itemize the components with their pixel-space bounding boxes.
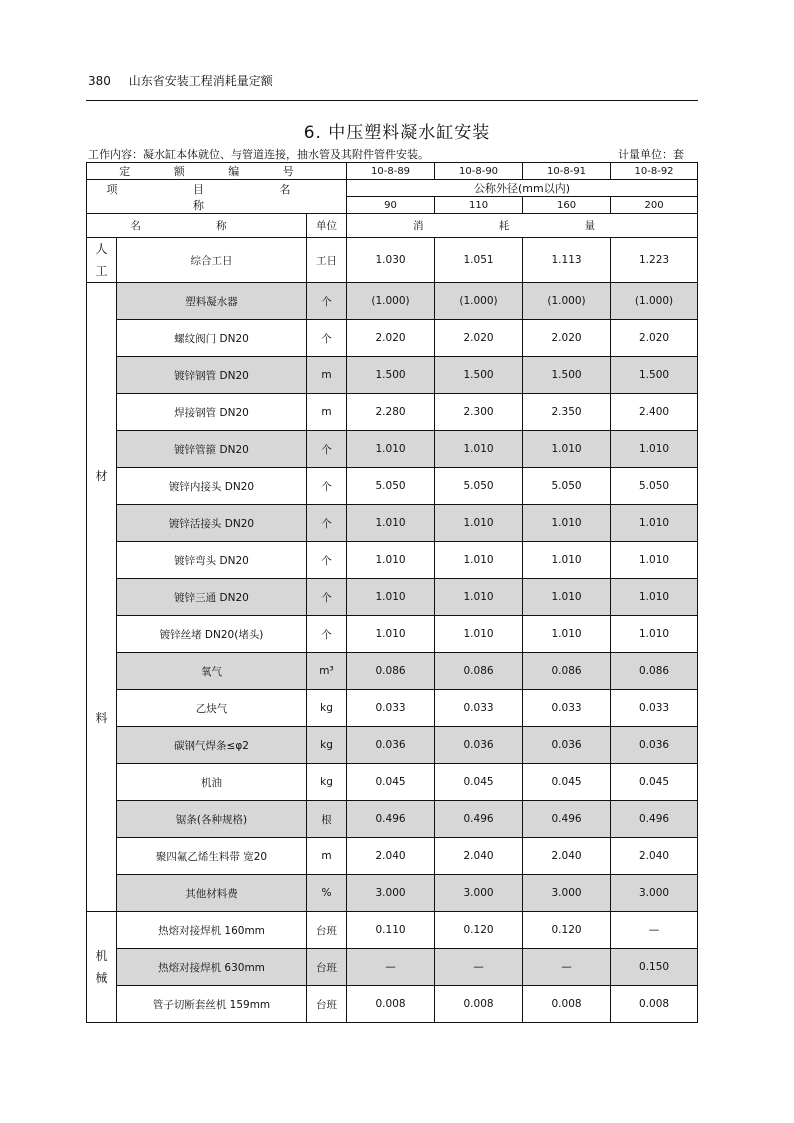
consumption-value: 1.010 xyxy=(523,616,611,653)
consumption-value: 5.050 xyxy=(435,468,523,505)
consumption-value: 0.496 xyxy=(523,801,611,838)
consumption-value: 2.040 xyxy=(523,838,611,875)
item-unit: kg xyxy=(307,690,347,727)
table-row xyxy=(87,801,698,838)
table-row xyxy=(87,875,698,912)
page-header xyxy=(88,72,287,89)
consumption-value: 3.000 xyxy=(611,875,698,912)
consumption-value: 1.010 xyxy=(347,542,435,579)
consumption-value: 2.020 xyxy=(347,320,435,357)
item-unit: kg xyxy=(307,727,347,764)
consumption-value: 0.086 xyxy=(347,653,435,690)
table-row xyxy=(87,431,698,468)
item-unit: 个 xyxy=(307,542,347,579)
consumption-value: 0.036 xyxy=(611,727,698,764)
item-unit: m xyxy=(307,394,347,431)
item-unit: m xyxy=(307,357,347,394)
name-column-header: 名 称 xyxy=(87,214,307,238)
consumption-value: (1.000) xyxy=(435,283,523,320)
consumption-header: 消 耗 量 xyxy=(347,214,698,238)
measure-unit: 计量单位：套 xyxy=(618,148,684,161)
item-name: 机油 xyxy=(117,764,307,801)
consumption-value: 0.045 xyxy=(347,764,435,801)
consumption-value: 0.496 xyxy=(435,801,523,838)
consumption-value: 0.110 xyxy=(347,912,435,949)
consumption-value: (1.000) xyxy=(523,283,611,320)
consumption-value: 0.496 xyxy=(347,801,435,838)
consumption-value: 1.010 xyxy=(611,579,698,616)
item-name: 碳钢气焊条≤φ2 xyxy=(117,727,307,764)
item-name: 乙炔气 xyxy=(117,690,307,727)
table-row xyxy=(87,764,698,801)
consumption-value: 0.120 xyxy=(523,912,611,949)
consumption-value: 3.000 xyxy=(435,875,523,912)
consumption-value: (1.000) xyxy=(347,283,435,320)
consumption-value: 2.400 xyxy=(611,394,698,431)
consumption-value: 1.010 xyxy=(435,616,523,653)
consumption-value: 0.045 xyxy=(523,764,611,801)
consumption-value: 2.020 xyxy=(435,320,523,357)
consumption-value: 1.500 xyxy=(435,357,523,394)
item-unit: 个 xyxy=(307,505,347,542)
item-unit: m³ xyxy=(307,653,347,690)
diameter-value: 110 xyxy=(435,197,523,214)
item-unit: 台班 xyxy=(307,949,347,986)
table-row xyxy=(87,283,698,320)
consumption-value: (1.000) xyxy=(611,283,698,320)
table-row xyxy=(87,949,698,986)
consumption-value: 0.008 xyxy=(523,986,611,1023)
diameter-label: 公称外径(mm以内) xyxy=(347,180,698,197)
quota-code: 10-8-90 xyxy=(435,163,523,180)
consumption-value: 0.086 xyxy=(435,653,523,690)
table-row xyxy=(87,690,698,727)
consumption-value: 3.000 xyxy=(347,875,435,912)
table-row xyxy=(87,357,698,394)
quota-table xyxy=(86,162,698,1023)
unit-column-header: 单位 xyxy=(307,214,347,238)
consumption-value: 2.020 xyxy=(611,320,698,357)
consumption-value: 0.033 xyxy=(347,690,435,727)
consumption-value: 1.010 xyxy=(611,616,698,653)
consumption-value: — xyxy=(523,949,611,986)
consumption-value: 2.280 xyxy=(347,394,435,431)
consumption-value: 1.010 xyxy=(523,431,611,468)
consumption-value: 0.036 xyxy=(347,727,435,764)
section-title: 6. 中压塑料凝水缸安装 xyxy=(303,123,491,143)
item-unit: % xyxy=(307,875,347,912)
consumption-value: 2.040 xyxy=(611,838,698,875)
consumption-value: 1.010 xyxy=(611,505,698,542)
consumption-value: 1.010 xyxy=(611,542,698,579)
item-unit: 根 xyxy=(307,801,347,838)
consumption-value: 1.500 xyxy=(523,357,611,394)
item-unit: 个 xyxy=(307,579,347,616)
consumption-value: 0.008 xyxy=(435,986,523,1023)
item-unit: 个 xyxy=(307,616,347,653)
table-row xyxy=(87,238,698,283)
diameter-value: 90 xyxy=(347,197,435,214)
table-row xyxy=(87,579,698,616)
consumption-value: 1.010 xyxy=(347,616,435,653)
consumption-value: 0.150 xyxy=(611,949,698,986)
consumption-value: 1.500 xyxy=(347,357,435,394)
consumption-value: 1.010 xyxy=(523,505,611,542)
category-char: 械 xyxy=(95,971,108,985)
item-name: 镀锌三通 DN20 xyxy=(117,579,307,616)
consumption-value: 1.223 xyxy=(611,238,698,283)
item-name: 镀锌丝堵 DN20(堵头) xyxy=(117,616,307,653)
table-row xyxy=(87,394,698,431)
category-char: 人 xyxy=(95,242,108,256)
item-name: 螺纹阀门 DN20 xyxy=(117,320,307,357)
table-row xyxy=(87,542,698,579)
consumption-value: 1.010 xyxy=(347,579,435,616)
table-row xyxy=(87,320,698,357)
item-unit: 台班 xyxy=(307,986,347,1023)
page-number: 380 xyxy=(88,74,111,88)
item-unit: 个 xyxy=(307,431,347,468)
consumption-value: 0.086 xyxy=(523,653,611,690)
item-name: 热熔对接焊机 160mm xyxy=(117,912,307,949)
consumption-value: 2.020 xyxy=(523,320,611,357)
item-name: 锯条(各种规格) xyxy=(117,801,307,838)
table-row xyxy=(87,912,698,949)
header-rule xyxy=(86,100,698,101)
consumption-value: 5.050 xyxy=(611,468,698,505)
quota-code: 10-8-92 xyxy=(611,163,698,180)
consumption-value: 1.113 xyxy=(523,238,611,283)
item-name: 热熔对接焊机 630mm xyxy=(117,949,307,986)
book-title: 山东省安装工程消耗量定额 xyxy=(128,74,273,88)
item-unit: m xyxy=(307,838,347,875)
consumption-value: 1.010 xyxy=(435,505,523,542)
consumption-value: 0.033 xyxy=(611,690,698,727)
item-name: 管子切断套丝机 159mm xyxy=(117,986,307,1023)
consumption-value: 0.120 xyxy=(435,912,523,949)
item-name: 综合工日 xyxy=(117,238,307,283)
table-row xyxy=(87,616,698,653)
consumption-value: 1.051 xyxy=(435,238,523,283)
consumption-value: 1.010 xyxy=(523,542,611,579)
consumption-value: 0.033 xyxy=(435,690,523,727)
consumption-value: 1.010 xyxy=(435,542,523,579)
consumption-value: 0.496 xyxy=(611,801,698,838)
consumption-value: — xyxy=(347,949,435,986)
category-cell xyxy=(87,283,117,912)
item-unit: 个 xyxy=(307,468,347,505)
category-cell xyxy=(87,912,117,1023)
consumption-value: 5.050 xyxy=(523,468,611,505)
item-name: 聚四氟乙烯生料带 宽20 xyxy=(117,838,307,875)
item-name: 镀锌弯头 DN20 xyxy=(117,542,307,579)
consumption-value: 5.050 xyxy=(347,468,435,505)
consumption-value: 0.008 xyxy=(611,986,698,1023)
item-unit: 台班 xyxy=(307,912,347,949)
consumption-value: 0.045 xyxy=(611,764,698,801)
item-unit: 个 xyxy=(307,283,347,320)
consumption-value: 0.086 xyxy=(611,653,698,690)
consumption-value: 2.040 xyxy=(435,838,523,875)
item-name: 焊接钢管 DN20 xyxy=(117,394,307,431)
consumption-value: 0.045 xyxy=(435,764,523,801)
quota-code: 10-8-89 xyxy=(347,163,435,180)
consumption-value: 1.010 xyxy=(435,431,523,468)
quota-code: 10-8-91 xyxy=(523,163,611,180)
item-unit: 个 xyxy=(307,320,347,357)
consumption-value: 0.036 xyxy=(435,727,523,764)
consumption-value: 1.010 xyxy=(611,431,698,468)
category-char: 工 xyxy=(95,264,108,278)
category-char: 料 xyxy=(95,711,108,726)
item-name: 镀锌管箍 DN20 xyxy=(117,431,307,468)
work-content: 工作内容：凝水缸本体就位、与管道连接，抽水管及其附件管件安装。 xyxy=(88,148,429,161)
consumption-value: 0.033 xyxy=(523,690,611,727)
table-row xyxy=(87,505,698,542)
item-unit: kg xyxy=(307,764,347,801)
category-char: 机 xyxy=(95,949,108,963)
item-name-label: 项 目 名 称 xyxy=(87,180,347,214)
table-row xyxy=(87,986,698,1023)
consumption-value: 2.300 xyxy=(435,394,523,431)
table-row xyxy=(87,468,698,505)
item-name: 塑料凝水器 xyxy=(117,283,307,320)
table-row xyxy=(87,727,698,764)
consumption-value: 1.010 xyxy=(435,579,523,616)
item-name: 其他材料费 xyxy=(117,875,307,912)
diameter-value: 200 xyxy=(611,197,698,214)
category-cell xyxy=(87,238,117,283)
consumption-value: 2.350 xyxy=(523,394,611,431)
consumption-value: 1.010 xyxy=(347,505,435,542)
item-unit: 工日 xyxy=(307,238,347,283)
item-name: 镀锌活接头 DN20 xyxy=(117,505,307,542)
consumption-value: 3.000 xyxy=(523,875,611,912)
consumption-value: — xyxy=(435,949,523,986)
consumption-value: 2.040 xyxy=(347,838,435,875)
consumption-value: 1.030 xyxy=(347,238,435,283)
category-char: 材 xyxy=(95,468,108,483)
consumption-value: 1.010 xyxy=(347,431,435,468)
consumption-value: 0.008 xyxy=(347,986,435,1023)
consumption-value: 0.036 xyxy=(523,727,611,764)
consumption-value: 1.500 xyxy=(611,357,698,394)
item-name: 镀锌内接头 DN20 xyxy=(117,468,307,505)
table-row xyxy=(87,838,698,875)
consumption-value: — xyxy=(611,912,698,949)
quota-no-label: 定 额 编 号 xyxy=(87,163,347,180)
item-name: 镀锌钢管 DN20 xyxy=(117,357,307,394)
consumption-value: 1.010 xyxy=(523,579,611,616)
table-row xyxy=(87,653,698,690)
diameter-value: 160 xyxy=(523,197,611,214)
item-name: 氧气 xyxy=(117,653,307,690)
